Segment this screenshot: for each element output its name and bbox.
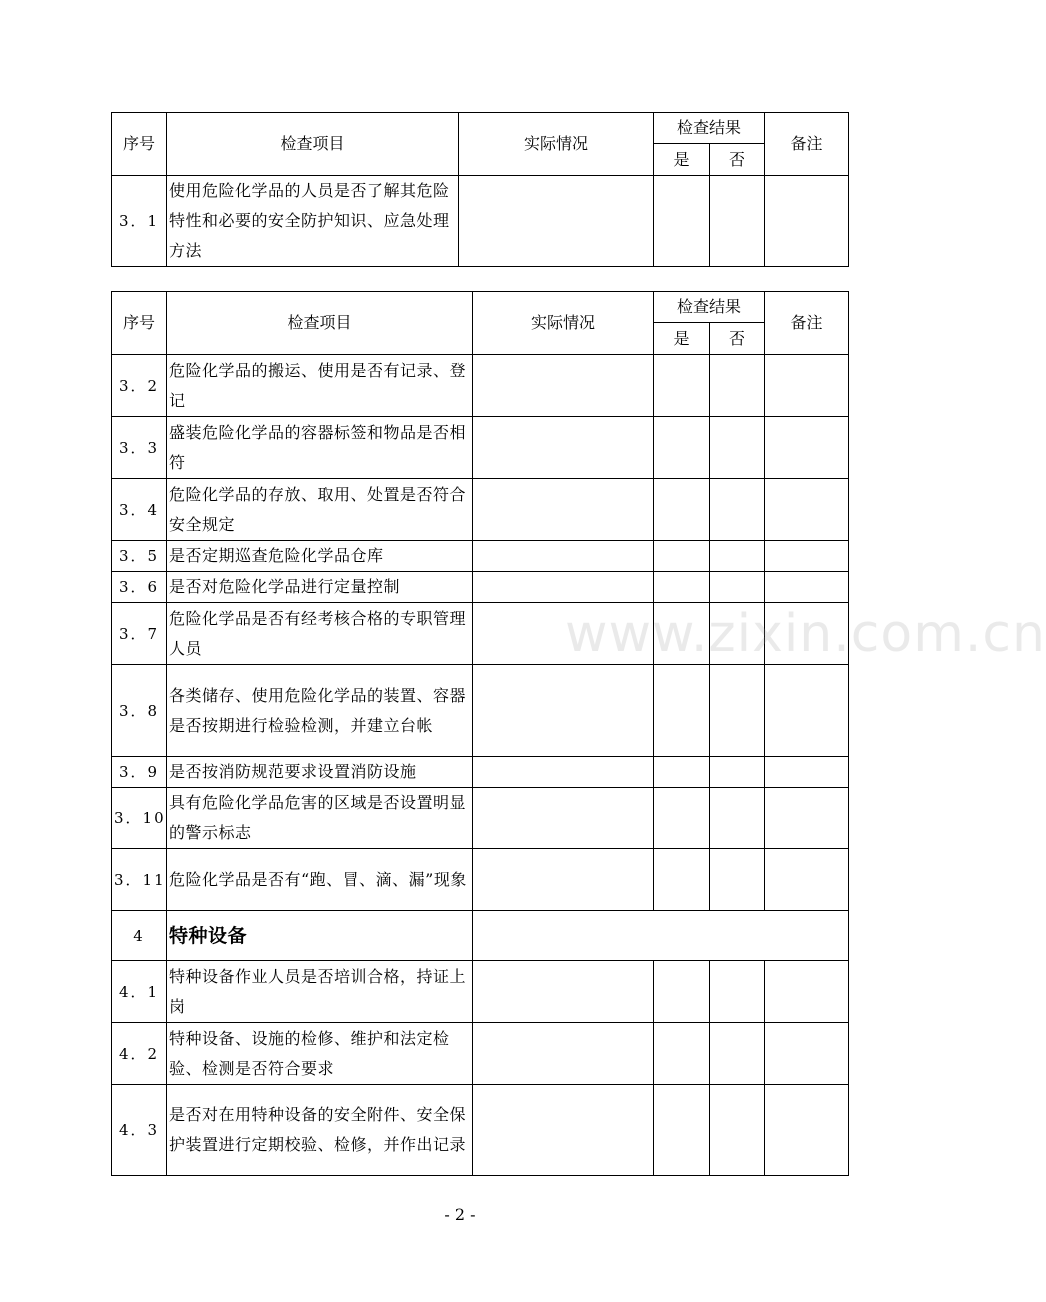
row-item: 特种设备、设施的检修、维护和法定检验、检测是否符合要求 — [167, 1023, 473, 1085]
header-no: 否 — [710, 323, 765, 355]
remark-cell[interactable] — [765, 665, 849, 757]
actual-cell[interactable] — [473, 355, 654, 417]
inspection-table-2 — [111, 291, 849, 1176]
remark-cell[interactable] — [765, 603, 849, 665]
row-item: 是否对危险化学品进行定量控制 — [167, 572, 473, 603]
remark-cell[interactable] — [765, 176, 849, 267]
header-remark: 备注 — [765, 113, 849, 176]
actual-cell[interactable] — [473, 479, 654, 541]
no-cell[interactable] — [710, 665, 765, 757]
row-seq: 3．2 — [112, 355, 167, 417]
header-result: 检查结果 — [654, 292, 765, 323]
yes-cell[interactable] — [654, 1085, 710, 1176]
table-row — [112, 757, 849, 788]
yes-cell[interactable] — [654, 757, 710, 788]
remark-cell[interactable] — [765, 572, 849, 603]
watermark: www.zixin.com.cn — [565, 604, 1046, 664]
yes-cell[interactable] — [654, 849, 710, 911]
remark-cell[interactable] — [765, 417, 849, 479]
section-blank-cell — [473, 911, 849, 961]
no-cell[interactable] — [710, 961, 765, 1023]
no-cell[interactable] — [710, 849, 765, 911]
yes-cell[interactable] — [654, 417, 710, 479]
yes-cell[interactable] — [654, 603, 710, 665]
yes-cell[interactable] — [654, 479, 710, 541]
header-actual: 实际情况 — [459, 113, 654, 176]
remark-cell[interactable] — [765, 1023, 849, 1085]
row-seq: 3．7 — [112, 603, 167, 665]
table-row — [112, 665, 849, 757]
table-row — [112, 541, 849, 572]
actual-cell[interactable] — [473, 961, 654, 1023]
actual-cell[interactable] — [473, 849, 654, 911]
table-row — [112, 572, 849, 603]
table-row — [112, 479, 849, 541]
remark-cell[interactable] — [765, 788, 849, 849]
header-item: 检查项目 — [167, 292, 473, 355]
yes-cell[interactable] — [654, 961, 710, 1023]
remark-cell[interactable] — [765, 1085, 849, 1176]
no-cell[interactable] — [710, 355, 765, 417]
row-seq: 3．6 — [112, 572, 167, 603]
row-seq: 3．3 — [112, 417, 167, 479]
remark-cell[interactable] — [765, 849, 849, 911]
header-no: 否 — [710, 144, 765, 176]
row-seq: 4．3 — [112, 1085, 167, 1176]
actual-cell[interactable] — [473, 1023, 654, 1085]
row-seq: 3．10 — [112, 788, 167, 849]
remark-cell[interactable] — [765, 961, 849, 1023]
yes-cell[interactable] — [654, 788, 710, 849]
row-item: 危险化学品是否有经考核合格的专职管理人员 — [167, 603, 473, 665]
remark-cell[interactable] — [765, 541, 849, 572]
row-seq: 3．8 — [112, 665, 167, 757]
header-remark: 备注 — [765, 292, 849, 355]
no-cell[interactable] — [710, 479, 765, 541]
table-row — [112, 603, 849, 665]
header-yes: 是 — [654, 144, 710, 176]
actual-cell[interactable] — [459, 176, 654, 267]
yes-cell[interactable] — [654, 176, 710, 267]
row-item: 是否定期巡查危险化学品仓库 — [167, 541, 473, 572]
section-row — [112, 911, 849, 961]
inspection-table-1 — [111, 112, 849, 267]
no-cell[interactable] — [710, 603, 765, 665]
remark-cell[interactable] — [765, 355, 849, 417]
row-item: 使用危险化学品的人员是否了解其危险特性和必要的安全防护知识、应急处理方法 — [167, 176, 459, 267]
row-item: 危险化学品的存放、取用、处置是否符合安全规定 — [167, 479, 473, 541]
header-item: 检查项目 — [167, 113, 459, 176]
actual-cell[interactable] — [473, 572, 654, 603]
no-cell[interactable] — [710, 176, 765, 267]
yes-cell[interactable] — [654, 572, 710, 603]
row-item: 各类储存、使用危险化学品的装置、容器是否按期进行检验检测，并建立台帐 — [167, 665, 473, 757]
row-seq: 3．9 — [112, 757, 167, 788]
section-title: 特种设备 — [167, 911, 473, 961]
section-seq: 4 — [112, 911, 167, 961]
yes-cell[interactable] — [654, 541, 710, 572]
table-row — [112, 1023, 849, 1085]
row-item: 特种设备作业人员是否培训合格，持证上岗 — [167, 961, 473, 1023]
remark-cell[interactable] — [765, 757, 849, 788]
table-row — [112, 176, 849, 267]
row-seq: 4．2 — [112, 1023, 167, 1085]
yes-cell[interactable] — [654, 1023, 710, 1085]
row-seq: 3．1 — [112, 176, 167, 267]
header-seq: 序号 — [112, 292, 167, 355]
remark-cell[interactable] — [765, 479, 849, 541]
actual-cell[interactable] — [473, 788, 654, 849]
header-actual: 实际情况 — [473, 292, 654, 355]
actual-cell[interactable] — [473, 1085, 654, 1176]
yes-cell[interactable] — [654, 665, 710, 757]
row-seq: 3．11 — [112, 849, 167, 911]
page-number: - 2 - — [444, 1205, 476, 1224]
header-yes: 是 — [654, 323, 710, 355]
actual-cell[interactable] — [473, 757, 654, 788]
actual-cell[interactable] — [473, 603, 654, 665]
no-cell[interactable] — [710, 417, 765, 479]
no-cell[interactable] — [710, 1085, 765, 1176]
actual-cell[interactable] — [473, 665, 654, 757]
header-result: 检查结果 — [654, 113, 765, 144]
no-cell[interactable] — [710, 788, 765, 849]
row-seq: 3．4 — [112, 479, 167, 541]
row-item: 是否按消防规范要求设置消防设施 — [167, 757, 473, 788]
row-seq: 3．5 — [112, 541, 167, 572]
row-item: 盛装危险化学品的容器标签和物品是否相符 — [167, 417, 473, 479]
row-item: 具有危险化学品危害的区域是否设置明显的警示标志 — [167, 788, 473, 849]
row-item: 危险化学品是否有“跑、冒、滴、漏”现象 — [167, 849, 473, 911]
table-row — [112, 961, 849, 1023]
row-item: 是否对在用特种设备的安全附件、安全保护装置进行定期校验、检修，并作出记录 — [167, 1085, 473, 1176]
no-cell[interactable] — [710, 757, 765, 788]
table-row — [112, 417, 849, 479]
row-seq: 4．1 — [112, 961, 167, 1023]
actual-cell[interactable] — [473, 417, 654, 479]
header-seq: 序号 — [112, 113, 167, 176]
table-row — [112, 355, 849, 417]
no-cell[interactable] — [710, 541, 765, 572]
no-cell[interactable] — [710, 572, 765, 603]
table-row — [112, 788, 849, 849]
no-cell[interactable] — [710, 1023, 765, 1085]
yes-cell[interactable] — [654, 355, 710, 417]
table-row — [112, 1085, 849, 1176]
table-row — [112, 849, 849, 911]
actual-cell[interactable] — [473, 541, 654, 572]
row-item: 危险化学品的搬运、使用是否有记录、登记 — [167, 355, 473, 417]
